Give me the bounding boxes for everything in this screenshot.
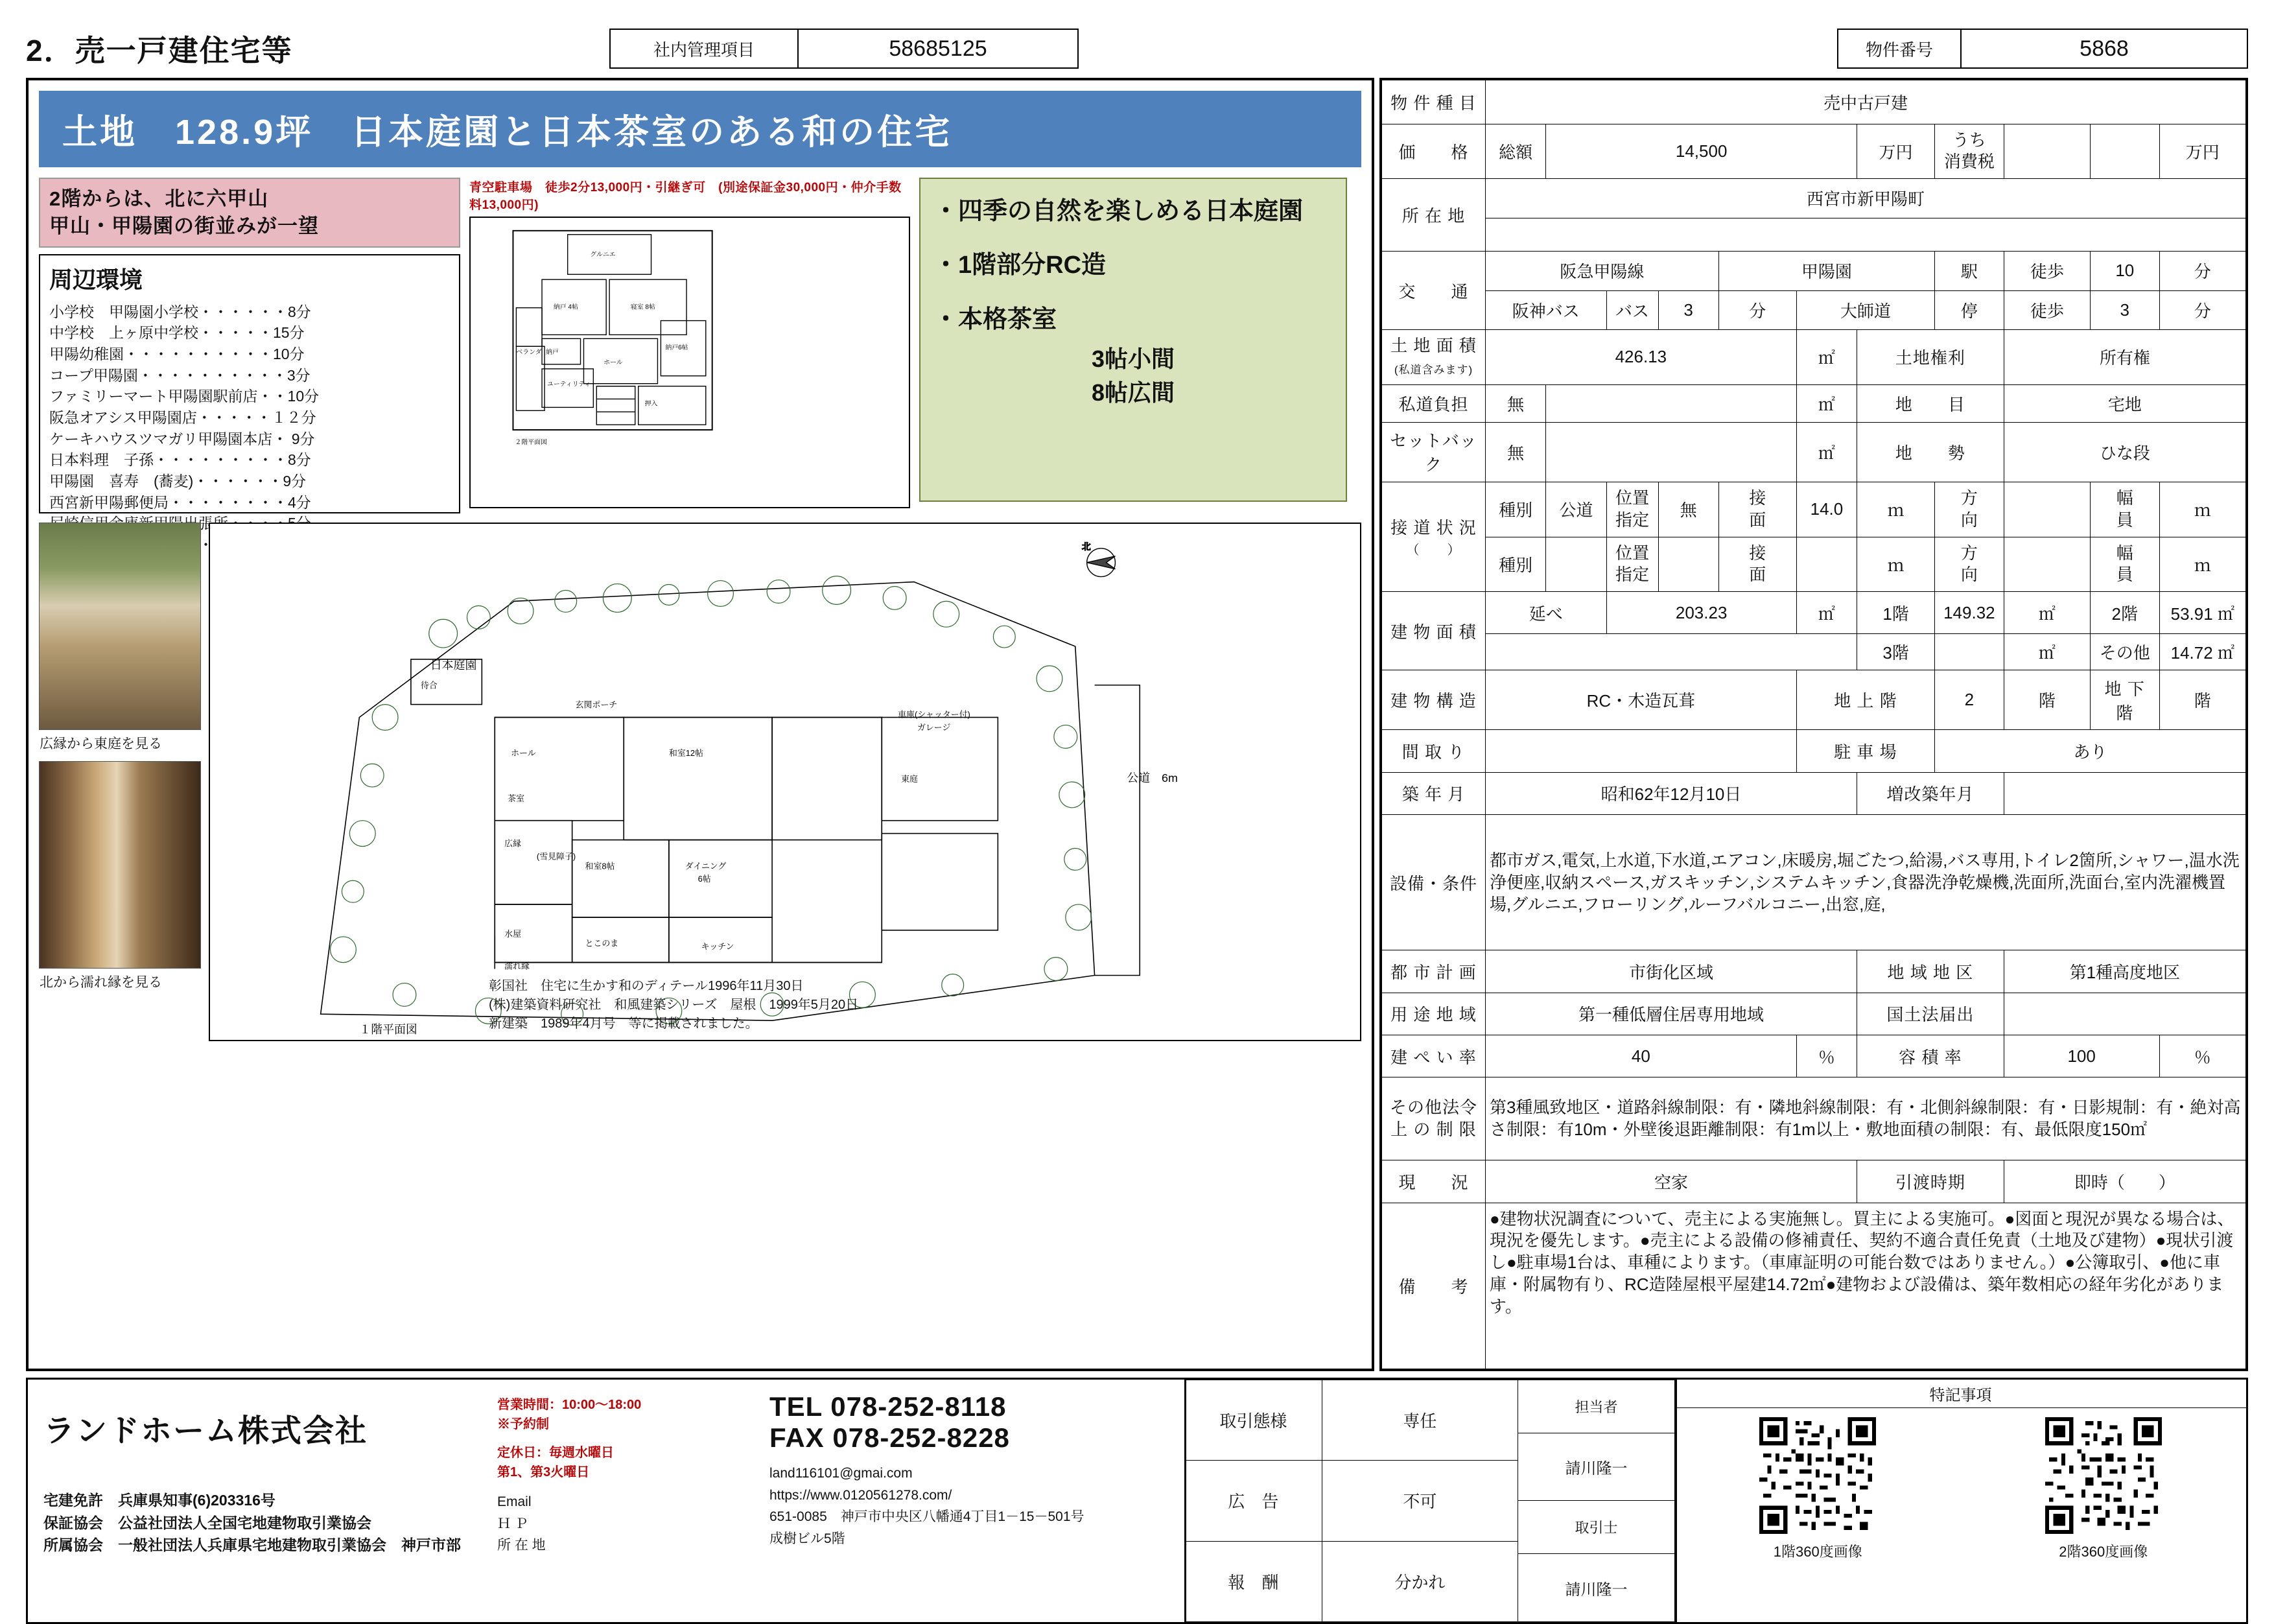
info-row [29, 178, 1372, 513]
fax-number: FAX 078-252-8228 [769, 1422, 1010, 1453]
features-column [919, 178, 1347, 513]
qr-item-1[interactable] [1759, 1417, 1876, 1561]
list-item: ファミリーマート甲陽園駅前店・・10分 [49, 388, 320, 405]
svg-text:押入: 押入 [644, 400, 658, 408]
svg-text:納戸 4帖: 納戸 4帖 [553, 303, 578, 311]
view-callout-line2: 甲山・甲陽園の街並みが一望 [49, 214, 319, 237]
spec-building-label: 建 物 面 積 [1382, 592, 1486, 670]
list-item: 甲陽幼稚園・・・・・・・・・・10分 [49, 346, 305, 362]
list-item: ケーキハウスツマガリ甲陽園本店・ 9分 [49, 430, 315, 447]
spec-access1-line: 阪急甲陽線 [1485, 251, 1718, 290]
spec-panel [1379, 78, 2248, 1371]
spec-other-reg-label: その他法令 上 の 制 限 [1382, 1077, 1486, 1160]
feature-3-sub2: 8帖広間 [1091, 379, 1175, 406]
spec-price-sub: 総額 [1485, 124, 1545, 179]
spec-usearea-label: 用 途 地 域 [1382, 993, 1486, 1035]
company-block [26, 1378, 1186, 1624]
spec-equip-value: 都市ガス,電気,上水道,下水道,エアコン,床暖房,堀ごたつ,給湯,バス専用,トイレ2箇所,シャワー,温水洗浄便座,収納スペース,ガスキッチン,システムキッチン,食器洗浄乾燥機,洗面所,洗面台,室内洗濯機置場,グルニエ,フローリング,ルーフバルコニー,出窓,庭, [1485, 814, 2245, 950]
environment-column [39, 178, 460, 513]
ad-label: 広 告 [1185, 1461, 1322, 1541]
spec-setsudou-shubetsu: 種別 [1485, 482, 1545, 537]
spec-kenpei-value: 40 [1485, 1035, 1796, 1077]
svg-text:ダイニング: ダイニング [685, 861, 727, 871]
spec-access-label: 交 通 [1382, 251, 1486, 329]
contact-block [769, 1391, 1158, 1610]
spec-setback-value: 無 [1485, 422, 1545, 482]
svg-text:和室8帖: 和室8帖 [585, 861, 615, 871]
spec-setsudou2-ichi-label: 位置 指定 [1606, 537, 1658, 592]
deal-terms-block [1184, 1378, 1677, 1624]
property-number-box [1837, 29, 2248, 69]
spec-parking-label: 駐 車 場 [1796, 730, 1934, 772]
spec-tax-blank [2090, 124, 2159, 179]
svg-text:グルニエ: グルニエ [590, 251, 616, 259]
deal-value: 専任 [1322, 1380, 1518, 1461]
spec-setback-unit: ㎡ [1796, 422, 1857, 482]
svg-text:キッチン: キッチン [701, 941, 734, 952]
svg-text:納戸: 納戸 [545, 349, 559, 357]
spec-building-value: 203.23 [1606, 592, 1796, 634]
second-floor-plan [469, 217, 910, 508]
spec-access2-fun2: 分 [2159, 290, 2245, 330]
spec-tax-unit: 万円 [2159, 124, 2245, 179]
site-plan [209, 523, 1361, 1041]
view-callout-line1: 2階からは、北に六甲山 [49, 187, 269, 210]
svg-text:濡れ縁: 濡れ縁 [504, 961, 530, 971]
spec-building-unit: ㎡ [1796, 592, 1857, 634]
spec-land-right-label: 土地権利 [1857, 330, 2004, 385]
svg-text:ベランダ: ベランダ [516, 349, 542, 357]
spec-structure-label: 建 物 構 造 [1382, 670, 1486, 730]
spec-other-label: その他 [2090, 634, 2159, 670]
spec-setsudou-m: ｍ [1857, 482, 1935, 537]
deal-terms-table [1184, 1380, 1675, 1622]
license-line: 宅建免許 兵庫県知事(6)203316号 [43, 1492, 275, 1509]
spec-access1-station: 甲陽園 [1718, 251, 1934, 290]
spec-chisei-value: ひな段 [2004, 422, 2245, 482]
spec-setsudou2-houkou-label: 方 向 [1935, 537, 2004, 592]
svg-text:とこのま: とこのま [585, 938, 619, 948]
spec-built-value: 昭和62年12月10日 [1485, 772, 1857, 814]
spec-floors-value: 2 [1935, 670, 2004, 730]
svg-text:ユーティリティ: ユーティリティ [546, 381, 591, 388]
spec-chimoku-value: 宅地 [2004, 384, 2245, 422]
spec-equip-label: 設備・条件 [1382, 814, 1486, 950]
qr-caption-1: 1階360度画像 [1773, 1544, 1862, 1560]
svg-text:(雪見障子): (雪見障子) [536, 851, 576, 862]
spec-kokudo-value [2004, 993, 2245, 1035]
spec-chimoku-label: 地 目 [1857, 384, 2004, 422]
spec-setsudou2-sesshi-value [1796, 537, 1857, 592]
spec-f3-unit: ㎡ [2004, 634, 2090, 670]
tel-number[interactable]: TEL 078-252-8118 [769, 1391, 1007, 1422]
spec-address-label: 所 在 地 [1382, 179, 1486, 252]
spec-f3-label: 3階 [1857, 634, 1935, 670]
spec-reform-label: 増改築年月 [1857, 772, 2004, 814]
contact-labels [497, 1491, 769, 1557]
mgmt-number-value: 58685125 [889, 36, 987, 61]
photo-item [39, 761, 201, 990]
spec-district-label: 地 域 地 区 [1857, 950, 2004, 993]
spec-price-label: 価 格 [1382, 124, 1486, 179]
spec-setsudou-ichi-value: 無 [1658, 482, 1718, 537]
spec-private-road-label: 私道負担 [1382, 384, 1486, 422]
spec-other-reg-value: 第3種風致地区・道路斜線制限：有・隣地斜線制限：有・北側斜線制限：有・日影規制：有・絶対高さ制限：有10m・外壁後退距離制限：有1m以上・敷地面積の制限：有、最低限度150㎡ [1485, 1077, 2245, 1160]
svg-text:ホール: ホール [511, 747, 536, 758]
fee-value: 分かれ [1322, 1541, 1518, 1621]
spec-setsudou-habain-m: ｍ [2159, 482, 2245, 537]
floorplan-column [469, 178, 910, 513]
spec-setsudou-houkou-label: 方 向 [1935, 482, 2004, 537]
spec-land-label: 土 地 面 積 (私道含みます) [1382, 330, 1486, 385]
business-hours [497, 1391, 769, 1610]
mgmt-number-label: 社内管理項目 [611, 30, 799, 67]
svg-text:車庫(シャッター付): 車庫(シャッター付) [898, 709, 970, 720]
spec-base-unit: 階 [2159, 670, 2245, 730]
page-title: 2．売一戸建住宅等 [26, 34, 293, 67]
list-item: 西宮新甲陽郵便局・・・・・・・・4分 [49, 493, 311, 511]
spec-access2-busmin: 3 [1658, 290, 1718, 330]
contact-values [769, 1463, 1158, 1549]
spec-access2-walk: 徒歩 [2004, 290, 2090, 330]
spec-kenpei-unit: ％ [1796, 1035, 1857, 1077]
page-footer [26, 1378, 2248, 1624]
main-frame [26, 78, 2248, 1371]
address-value-1: 651-0085 神戸市中央区八幡通4丁目1－15－501号 [769, 1509, 1084, 1525]
spec-setsudou2-sesshi-label: 接 面 [1718, 537, 1796, 592]
svg-text:納戸6帖: 納戸6帖 [665, 344, 688, 352]
spec-access1-eki: 駅 [1935, 251, 2004, 290]
qr-code-icon[interactable] [1759, 1417, 1876, 1534]
svg-text:北: 北 [1081, 541, 1091, 552]
spec-status-label: 現 況 [1382, 1160, 1486, 1203]
charge-value: 請川隆一 [1518, 1433, 1674, 1501]
spec-building-blank [1485, 634, 1857, 670]
spec-base-label: 地 下 階 [2090, 670, 2159, 730]
spec-setsudou2-m: ｍ [1857, 537, 1935, 592]
feature-1: ・四季の自然を楽しめる日本庭園 [933, 198, 1304, 225]
view-callout [39, 178, 460, 248]
spec-access2-min: 3 [2090, 290, 2159, 330]
photo-item [39, 523, 201, 751]
credit-line: (株)建築資料研究社 和風建築シリーズ 屋根 1999年5月20日 [489, 997, 859, 1012]
photo-caption: 北から濡れ縁を見る [40, 974, 162, 990]
parking-note: 青空駐車場 徒歩2分13,000円・引継ぎ可 (別途保証金30,000円・仲介手数料13,000円) [469, 181, 902, 212]
list-item: 小学校 甲陽園小学校・・・・・・8分 [49, 303, 311, 320]
hours-label: 営業時間：10:00～18:00 [497, 1398, 642, 1412]
deal-label: 取引態様 [1185, 1380, 1322, 1461]
spec-setsudou-houkou-value [2004, 482, 2090, 537]
spec-setback-label: セットバック [1382, 422, 1486, 482]
spec-floors-label: 地 上 階 [1796, 670, 1934, 730]
spec-f1-value: 149.32 [1935, 592, 2004, 634]
siteplan-row [29, 513, 1372, 1041]
holiday-label: 定休日：毎週水曜日 [497, 1446, 614, 1460]
spec-built-label: 築 年 月 [1382, 772, 1486, 814]
qr-item-2[interactable] [2045, 1417, 2162, 1561]
spec-f3-value [1935, 634, 2004, 670]
spec-access2-tei: 停 [1935, 290, 2004, 330]
special-notes-block [1675, 1378, 2248, 1624]
property-number-label: 物件番号 [1838, 30, 1962, 67]
spec-type-label: 物 件 種 目 [1382, 80, 1486, 124]
features-box [919, 178, 1347, 502]
hp-value[interactable]: https://www.0120561278.com/ [769, 1487, 952, 1503]
headline-banner: 土地 128.9坪 日本庭園と日本茶室のある和の住宅 [39, 91, 1361, 167]
siteplan-garden-label: 日本庭園 [430, 658, 477, 672]
spec-f2-label: 2階 [2090, 592, 2159, 634]
spec-handover-value: 即時（ ） [2004, 1160, 2245, 1203]
spec-land-unit: ㎡ [1796, 330, 1857, 385]
left-panel [26, 78, 1374, 1371]
spec-price-value: 14,500 [1546, 124, 1857, 179]
spec-access2-line: 阪神バス [1485, 290, 1606, 330]
special-notes-label: 特記事項 [1675, 1380, 2246, 1408]
spec-private-road-value: 無 [1485, 384, 1545, 422]
spec-district-value: 第1種高度地区 [2004, 950, 2245, 993]
spec-status-value: 空家 [1485, 1160, 1857, 1203]
photo-column [39, 523, 201, 1041]
spec-floors-unit: 階 [2004, 670, 2090, 730]
spec-access1-fun: 分 [2159, 251, 2245, 290]
photo-corridor [39, 761, 201, 990]
spec-chisei-label: 地 勢 [1857, 422, 2004, 482]
qr-caption-2: 2階360度画像 [2059, 1544, 2148, 1560]
email-value[interactable]: land116101@gmai.com [769, 1466, 913, 1481]
svg-text:待合: 待合 [420, 680, 438, 690]
spec-access1-walk: 徒歩 [2004, 251, 2090, 290]
feature-2: ・1階部分RC造 [933, 252, 1107, 279]
company-identity [43, 1391, 497, 1610]
address-value-2: 成樹ビル5階 [769, 1531, 845, 1546]
holiday-note: 第1、第3火曜日 [497, 1465, 590, 1479]
charge-cell [1518, 1380, 1675, 1622]
spec-access1-min: 10 [2090, 251, 2159, 290]
company-name: ランドホーム株式会社 [43, 1414, 368, 1448]
environment-list [49, 301, 450, 556]
svg-text:ホール: ホール [604, 359, 623, 366]
spec-madori-label: 間 取 り [1382, 730, 1486, 772]
spec-access2-bus: バス [1606, 290, 1658, 330]
spec-f1-unit: ㎡ [2004, 592, 2090, 634]
svg-text:２階平面図: ２階平面図 [515, 438, 547, 446]
second-floor-plan-drawing [471, 218, 909, 507]
company-licenses [43, 1489, 497, 1557]
spec-setsudou2-shubetsu: 種別 [1485, 537, 1545, 592]
spec-building-nobe: 延べ [1485, 592, 1606, 634]
list-item: 日本料理 子孫・・・・・・・・・8分 [49, 451, 311, 469]
spec-remarks-value: ●建物状況調査について、売主による実施無し。買主による実施可。●図面と現況が異なる場合は、現況を優先します。●売主による設備の修補責任、契約不適合責任免責（土地及び建物）●現状引渡し●駐車場1台は、車種によります。（車庫証明の可能台数ではありません。）●公簿取引、●他に車庫・附属物有り、RC造陸屋根平屋建14.72㎡●建物および設備は、築年数相応の経年劣化があります。 [1485, 1203, 2245, 1369]
spec-setsudou2-kodo [1546, 537, 1606, 592]
spec-tax-value [2004, 124, 2090, 179]
qr-row [1675, 1408, 2246, 1561]
spec-type-value: 売中古戸建 [1485, 80, 2245, 124]
mgmt-number-box [609, 29, 1079, 69]
spec-tax-label: うち 消費税 [1935, 124, 2004, 179]
spec-f1-label: 1階 [1857, 592, 1935, 634]
svg-text:水屋: 水屋 [504, 928, 522, 939]
spec-setback-blank [1546, 422, 1797, 482]
address-label: 所 在 地 [497, 1538, 546, 1553]
svg-text:寝室 8帖: 寝室 8帖 [630, 303, 655, 311]
spec-usearea-value: 第一種低層住居専用地域 [1485, 993, 1857, 1035]
spec-other-value: 14.72 ㎡ [2159, 634, 2245, 670]
spec-setsudou-habain-label: 幅 員 [2090, 482, 2159, 537]
spec-cityplan-label: 都 市 計 画 [1382, 950, 1486, 993]
siteplan-credit [489, 977, 858, 1033]
spec-setsudou-sesshi-label: 接 面 [1718, 482, 1796, 537]
spec-kenpei-label: 建 ぺ い 率 [1382, 1035, 1486, 1077]
spec-address-blank [1485, 218, 2245, 251]
environment-box [39, 254, 460, 513]
site-plan-drawing [210, 524, 1360, 1040]
hp-label: Ｈ Ｐ [497, 1516, 528, 1531]
email-label: Email [497, 1494, 532, 1509]
spec-setsudou-label: 接 道 状 況 （ ） [1382, 482, 1486, 591]
spec-table [1381, 80, 2246, 1369]
list-item: 阪急オアシス甲陽園店・・・・・１２分 [49, 408, 316, 426]
spec-yoseki-value: 100 [2004, 1035, 2159, 1077]
svg-text:広縁: 広縁 [504, 838, 522, 849]
svg-text:6帖: 6帖 [697, 873, 711, 884]
feature-3-sub1: 3帖小間 [1091, 346, 1175, 373]
spec-private-road-blank [1546, 384, 1797, 422]
property-number-value: 5868 [2080, 36, 2129, 61]
spec-setsudou2-houkou-value [2004, 537, 2090, 592]
spec-setsudou-sesshi-value: 14.0 [1796, 482, 1857, 537]
spec-access2-fun1: 分 [1718, 290, 1796, 330]
spec-land-right-value: 所有権 [2004, 330, 2245, 385]
siteplan-road-label: 公道 6m [1127, 771, 1178, 784]
list-item: 中学校 上ヶ原中学校・・・・・15分 [49, 324, 305, 342]
spec-address-value: 西宮市新甲陽町 [1485, 179, 2245, 218]
spec-setsudou-kodo: 公道 [1546, 482, 1606, 537]
credit-line: 新建築 1989年4月号 等に掲載されました。 [489, 1016, 758, 1031]
spec-reform-value [2004, 772, 2245, 814]
spec-setsudou-ichi-label: 位置 指定 [1606, 482, 1658, 537]
spec-kokudo-label: 国土法届出 [1857, 993, 2004, 1035]
hours-note: ※予約制 [497, 1417, 549, 1431]
license-line: 所属協会 一般社団法人兵庫県宅地建物取引業協会 神戸市部 [43, 1536, 461, 1553]
svg-text:玄関ポーチ: 玄関ポーチ [575, 700, 618, 710]
environment-title: 周辺環境 [49, 266, 143, 293]
feature-3: ・本格茶室 [933, 305, 1057, 333]
spec-yoseki-unit: ％ [2159, 1035, 2245, 1077]
spec-setsudou2-ichi-value [1658, 537, 1718, 592]
photo-garden [39, 523, 201, 751]
agent-value: 請川隆一 [1565, 1581, 1628, 1599]
photo-caption: 広縁から東庭を見る [40, 736, 162, 751]
spec-madori-value [1485, 730, 1796, 772]
spec-setsudou2-habain-label: 幅 員 [2090, 537, 2159, 592]
spec-yoseki-label: 容 積 率 [1857, 1035, 2004, 1077]
spec-price-unit: 万円 [1857, 124, 1935, 179]
spec-structure-value: RC・木造瓦葺 [1485, 670, 1796, 730]
list-item: 甲陽園 喜寿 (蕎麦)・・・・・・9分 [49, 472, 307, 489]
license-line: 保証協会 公益社団法人全国宅地建物取引業協会 [43, 1514, 371, 1531]
svg-text:ガレージ: ガレージ [917, 722, 951, 733]
svg-text:和室12帖: 和室12帖 [668, 747, 704, 758]
spec-access2-stop: 大師道 [1796, 290, 1934, 330]
list-item: コープ甲陽園・・・・・・・・・・3分 [49, 366, 311, 384]
page-header [26, 19, 2248, 78]
spec-parking-value: あり [1935, 730, 2246, 772]
svg-text:東庭: 東庭 [901, 773, 918, 784]
spec-handover-label: 引渡時期 [1857, 1160, 2004, 1203]
siteplan-plan-label: １階平面図 [359, 1022, 417, 1036]
credit-line: 彰国社 住宅に生かす和のディテール1996年11月30日 [489, 978, 804, 993]
ad-value: 不可 [1322, 1461, 1518, 1541]
spec-land-value: 426.13 [1485, 330, 1796, 385]
charge-label: 担当者 [1518, 1380, 1674, 1433]
spec-private-road-unit: ㎡ [1796, 384, 1857, 422]
agent-label: 取引士 [1518, 1501, 1674, 1554]
spec-setsudou2-habain-m: ｍ [2159, 537, 2245, 592]
svg-text:茶室: 茶室 [508, 793, 524, 803]
qr-code-icon[interactable] [2045, 1417, 2162, 1534]
spec-f2-value: 53.91 ㎡ [2159, 592, 2245, 634]
fee-label: 報 酬 [1185, 1541, 1322, 1621]
spec-remarks-label: 備 考 [1382, 1203, 1486, 1369]
spec-cityplan-value: 市街化区域 [1485, 950, 1857, 993]
